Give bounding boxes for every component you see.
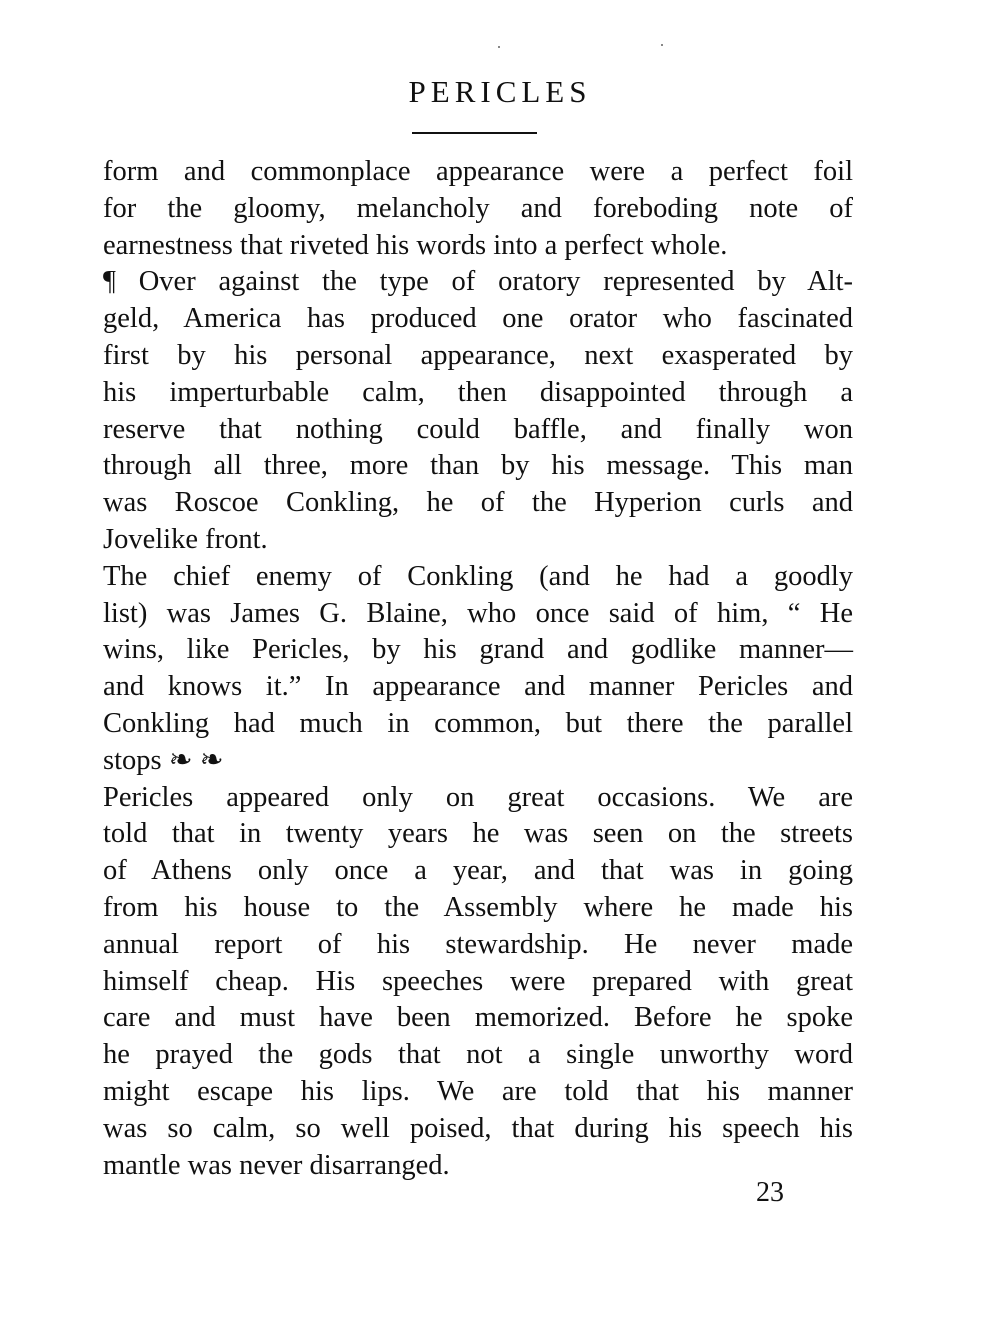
- text-line: earnestness that riveted his words into a perfect whole.: [103, 229, 728, 261]
- text-line: annual report of his stewardship. He never made: [103, 928, 853, 960]
- text-line: care and must have been memorized. Before he spoke: [103, 1002, 853, 1034]
- text-line: from his house to the Assembly where he made his: [103, 891, 853, 923]
- text-line: for the gloomy, melancholy and foreboding note of: [103, 192, 853, 224]
- text-line: he prayed the gods that not a single unworthy word: [103, 1039, 853, 1071]
- text-line: geld, America has produced one orator who fascinated: [103, 303, 853, 335]
- text-line: The chief enemy of Conkling (and he had a goodly: [103, 560, 853, 592]
- text-line: was Roscoe Conkling, he of the Hyperion curls and: [103, 487, 853, 519]
- text-line: told that in twenty years he was seen on the streets: [103, 818, 853, 850]
- text-line: reserve that nothing could baffle, and finally won: [103, 413, 853, 445]
- text-line: himself cheap. His speeches were prepared with great: [103, 965, 853, 997]
- text-line: first by his personal appearance, next exasperated by: [103, 339, 853, 371]
- text-line: his imperturbable calm, then disappointed through a: [103, 376, 853, 408]
- scan-speck: [498, 46, 500, 48]
- text-line: wins, like Pericles, by his grand and godlike manner—: [103, 634, 853, 666]
- text-line: Jovelike front.: [103, 523, 268, 555]
- text-line: stops ❧ ❧: [103, 744, 224, 776]
- running-head: PERICLES: [408, 74, 592, 109]
- text-line: and knows it.” In appearance and manner Pericles and: [103, 671, 853, 703]
- text-line: list) was James G. Blaine, who once said of him, “ He: [103, 597, 853, 629]
- text-line: might escape his lips. We are told that his manner: [103, 1075, 853, 1107]
- page-number: 23: [756, 1177, 784, 1208]
- scan-speck: [661, 44, 663, 46]
- body-text: [103, 154, 853, 1184]
- text-line: ¶ Over against the type of oratory represented by Alt-: [103, 266, 853, 298]
- text-line: mantle was never disarranged.: [103, 1149, 450, 1181]
- text-line: of Athens only once a year, and that was in going: [103, 855, 853, 887]
- text-line: through all three, more than by his message. This man: [103, 450, 853, 482]
- text-line: form and commonplace appearance were a perfect foil: [103, 156, 853, 187]
- text-line: Conkling had much in common, but there the parallel: [103, 707, 853, 739]
- text-line: was so calm, so well poised, that during his speech his: [103, 1112, 853, 1144]
- text-line: Pericles appeared only on great occasions. We are: [103, 781, 853, 813]
- title-rule: [412, 132, 537, 134]
